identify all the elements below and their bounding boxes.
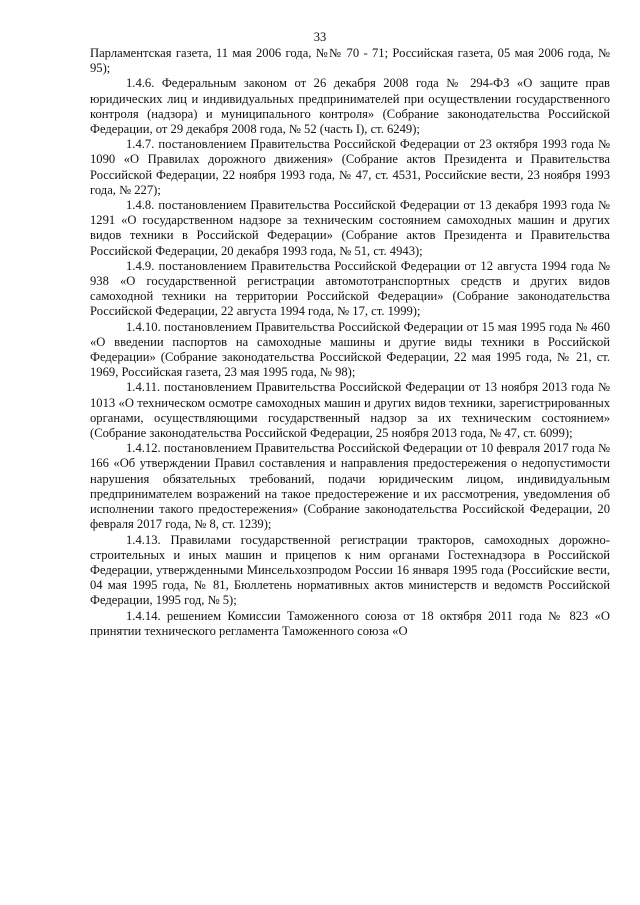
paragraph-1-4-10: 1.4.10. постановлением Правительства Российской Федерации от 15 мая 1995 года № 460 «О введении паспортов на самоходные машины и другие виды техники в Российской Федерации» (Собрание законодательства Российской Федерации, 22 мая 1995 года, № 21, ст. 1969, Российская газета, 23 мая 1995 года, № 98); [90, 319, 610, 380]
paragraph-1-4-7: 1.4.7. постановлением Правительства Российской Федерации от 23 октября 1993 года № 1090 «О Правилах дорожного движения» (Собрание актов Президента и Правительства Российской Федерации, 22 ноября 1993 года, № 47, ст. 4531, Российские вести, 23 ноября 1993 года, № 227); [90, 137, 610, 197]
paragraph-1-4-12: 1.4.12. постановлением Правительства Российской Федерации от 10 февраля 2017 года № 166 «Об утверждении Правил составления и направления предостережения о недопустимости нарушения обязательных требований, подачи юридическим лицом, индивидуальным предпринимателем возражений на такое предостережение и их рассмотрения, уведомления об исполнении такого предостережения» (Собрание законодательства Российской Федерации, 20 февраля 2017 года, № 8, ст. 1239); [90, 441, 610, 532]
paragraph-1-4-11: 1.4.11. постановлением Правительства Российской Федерации от 13 ноября 2013 года № 1013 «О техническом осмотре самоходных машин и других видов техники, зарегистрированных органами, осуществляющими государственный надзор за их техническим состоянием» (Собрание законодательства Российской Федерации, 25 ноября 2013 года, № 47, ст. 6099); [90, 380, 610, 441]
document-body [90, 46, 610, 639]
page-number: 33 [313, 30, 327, 44]
paragraph-1-4-14: 1.4.14. решением Комиссии Таможенного союза от 18 октября 2011 года № 823 «О принятии технического регламента Таможенного союза «О [90, 608, 610, 638]
paragraph-1-4-9: 1.4.9. постановлением Правительства Российской Федерации от 12 августа 1994 года № 938 «О государственной регистрации автомототранспортных средств и других видов самоходной техники на территории Российской Федерации» (Собрание законодательства Российской Федерации, 22 августа 1994 года, № 17, ст. 1999); [90, 258, 610, 319]
paragraph-1-4-13: 1.4.13. Правилами государственной регистрации тракторов, самоходных дорожно-строительных и иных машин и прицепов к ним органами Гостехнадзора в Российской Федерации, утвержденными Минсельхозпродом России 16 января 1995 года (Российские вести, 04 мая 1995 года, № 81, Бюллетень нормативных актов министерств и ведомств Российской Федерации, 1995 год, № 5); [90, 532, 610, 608]
paragraph-1-4-8: 1.4.8. постановлением Правительства Российской Федерации от 13 декабря 1993 года № 1291 «О государственном надзоре за техническим состоянием самоходных машин и других видов техники в Российской Федерации» (Собрание актов Президента и Правительства Российской Федерации, 20 декабря 1993 года, № 51, ст. 4943); [90, 198, 610, 258]
paragraph-1-4-6: 1.4.6. Федеральным законом от 26 декабря 2008 года № 294-ФЗ «О защите прав юридических лиц и индивидуальных предпринимателей при осуществлении государственного контроля (надзора) и муниципального контроля» (Собрание законодательства Российской Федерации, от 29 декабря 2008 года, № 52 (часть I), ст. 6249); [90, 76, 610, 137]
paragraph-continuation: Парламентская газета, 11 мая 2006 года, №№ 70 - 71; Российская газета, 05 мая 2006 года, № 95); [90, 46, 610, 76]
